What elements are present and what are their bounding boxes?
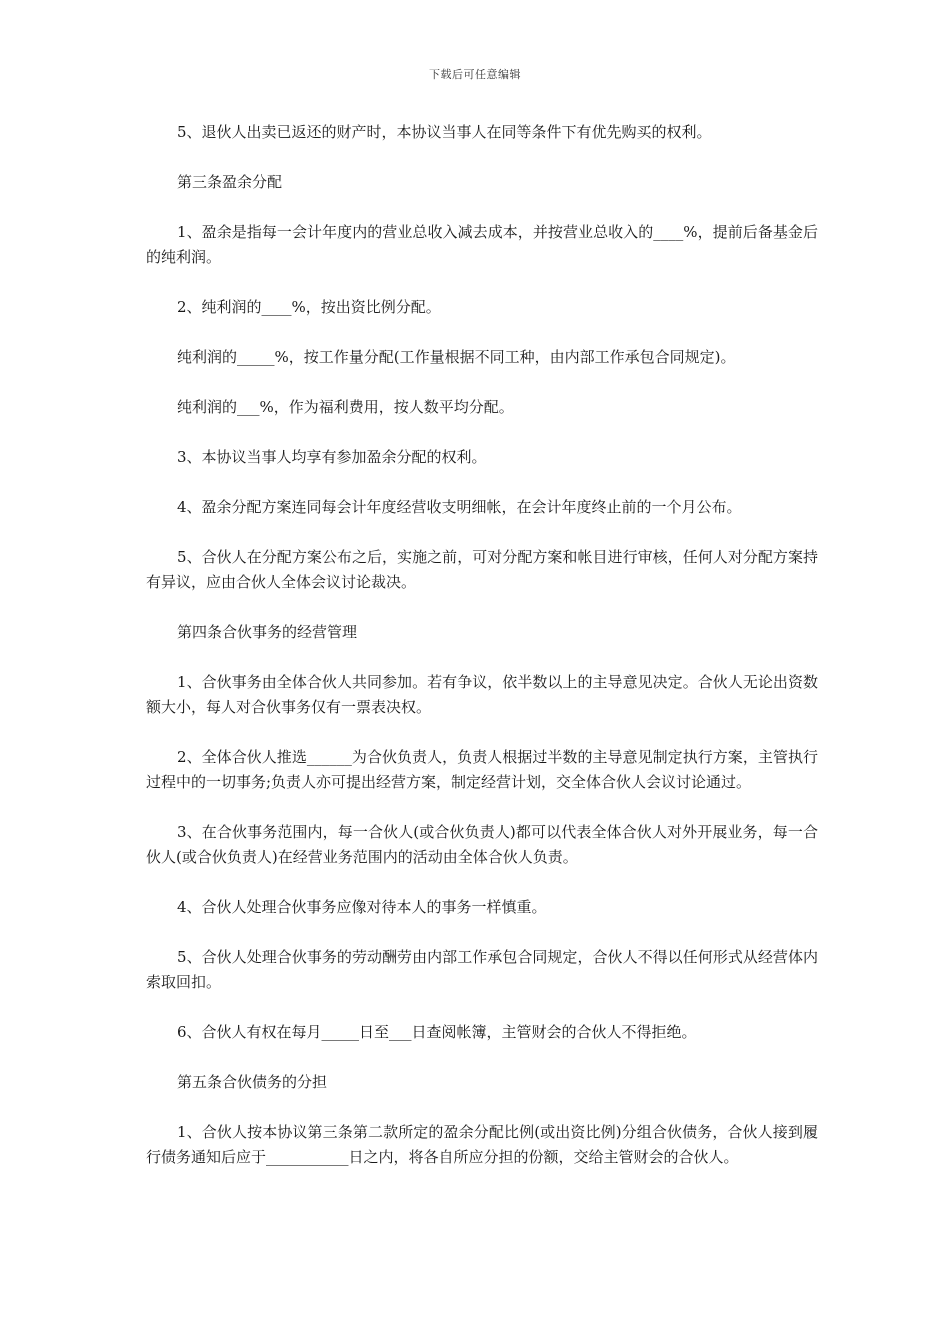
paragraph-distribution-announcement: 4、盈余分配方案连同每会计年度经营收支明细帐，在会计年度终止前的一个月公布。 <box>177 498 742 516</box>
paragraph-business-representation: 3、在合伙事务范围内，每一合伙人(或合伙负责人)都可以代表全体合伙人对外开展业务，每一合伙人(或合伙负责人)在经营业务范围内的活动由全体合伙人负责。 <box>146 823 818 866</box>
paragraph-labor-remuneration: 5、合伙人处理合伙事务的劳动酬劳由内部工作承包合同规定，合伙人不得以任何形式从经营体内索取回扣。 <box>146 948 818 991</box>
paragraph-joint-decision: 1、合伙事务由全体合伙人共同参加。若有争议，依半数以上的主导意见决定。合伙人无论出资数额大小，每人对合伙事务仅有一票表决权。 <box>146 673 818 716</box>
section-heading-article-4: 第四条合伙事务的经营管理 <box>177 623 358 641</box>
paragraph-prudence: 4、合伙人处理合伙事务应像对待本人的事务一样慎重。 <box>177 898 547 916</box>
document-body <box>146 120 818 1195</box>
paragraph-profit-by-workload: 纯利润的_____%，按工作量分配(工作量根据不同工种，由内部工作承包合同规定)。 <box>177 348 736 366</box>
page-header: 下载后可任意编辑 <box>429 68 521 81</box>
paragraph-profit-welfare: 纯利润的___%，作为福利费用，按人数平均分配。 <box>177 398 514 416</box>
paragraph-profit-by-capital: 2、纯利润的____%，按出资比例分配。 <box>177 298 441 316</box>
section-heading-article-5: 第五条合伙债务的分担 <box>177 1073 328 1091</box>
paragraph-account-inspection: 6、合伙人有权在每月_____日至___日查阅帐簿，主管财会的合伙人不得拒绝。 <box>177 1023 697 1041</box>
paragraph-distribution-review: 5、合伙人在分配方案公布之后，实施之前，可对分配方案和帐目进行审核，任何人对分配方案持有异议，应由合伙人全体会议讨论裁决。 <box>146 548 818 591</box>
paragraph-withdrawal-preemption: 5、退伙人出卖已返还的财产时，本协议当事人在同等条件下有优先购买的权利。 <box>177 123 712 141</box>
paragraph-debt-sharing: 1、合伙人按本协议第三条第二款所定的盈余分配比例(或出资比例)分组合伙债务，合伙人接到履行债务通知后应于___________日之内，将各自所应分担的份额，交给主管财会的合伙人。 <box>146 1123 818 1166</box>
paragraph-surplus-definition: 1、盈余是指每一会计年度内的营业总收入减去成本，并按营业总收入的____%，提前后备基金后的纯利润。 <box>146 223 818 266</box>
paragraph-responsible-partner: 2、全体合伙人推选______为合伙负责人，负责人根据过半数的主导意见制定执行方案，主管执行过程中的一切事务;负责人亦可提出经营方案，制定经营计划，交全体合伙人会议讨论通过。 <box>146 748 818 791</box>
section-heading-article-3: 第三条盈余分配 <box>177 173 283 191</box>
paragraph-surplus-rights: 3、本协议当事人均享有参加盈余分配的权利。 <box>177 448 487 466</box>
